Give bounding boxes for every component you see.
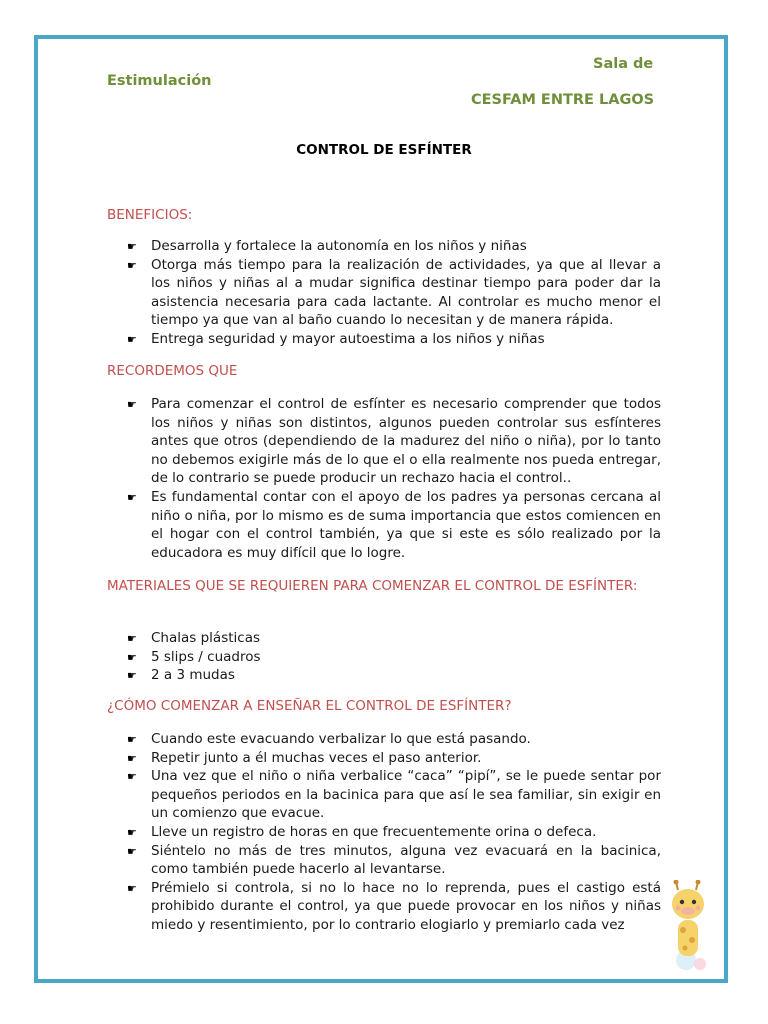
list-item: ☛ Es fundamental contar con el apoyo de los padres ya personas cercana al niño o niña, por lo mismo es de suma importancia que estos comiencen en el hogar con el control también, ya que si este es sólo realizado por la educadora es muy difícil que lo logre. xyxy=(127,488,661,561)
list-item: ☛ Otorga más tiempo para la realización de actividades, ya que al llevar a los niños y niñas al a mudar significa destinar tiempo para poder dar la asistencia necesaria para cada lactante. Al controlar es mucho menor el tiempo ya que van al baño cuando lo necesitan y de manera rápida. xyxy=(127,256,661,329)
list-item: ☛ Desarrolla y fortalece la autonomía en los niños y niñas xyxy=(107,237,661,256)
section-heading-beneficios: BENEFICIOS: xyxy=(107,207,193,223)
section-heading-recordemos: RECORDEMOS QUE xyxy=(107,363,238,379)
pointing-hand-icon: ☛ xyxy=(127,650,137,664)
list-item: ☛ Siéntelo no más de tres minutos, alguna vez evacuará en la bacinica, como también puede hacerlo al levantarse. xyxy=(127,842,661,878)
header-sala: Sala de xyxy=(593,56,654,72)
pointing-hand-icon: ☛ xyxy=(127,751,137,765)
pointing-hand-icon: ☛ xyxy=(127,825,137,839)
page-title: CONTROL DE ESFÍNTER xyxy=(296,142,472,158)
list-item: ☛ Prémielo si controla, si no lo hace no lo reprenda, pues el castigo está prohibido durante el control, ya que puede provocar en los niños y niñas miedo y resentimiento, por lo contrario elogiarlo y premiarlo cada vez xyxy=(127,879,661,933)
como-list xyxy=(107,730,661,935)
list-item: ☛ Una vez que el niño o niña verbalice “caca” “pipí”, se le puede sentar por pequeños periodos en la bacinica para que así le sea familiar, sin exigir en un comienzo que evacue. xyxy=(127,768,661,822)
pointing-hand-icon: ☛ xyxy=(127,669,137,683)
list-item: ☛ Cuando este evacuando verbalizar lo que está pasando. xyxy=(107,730,661,749)
section-heading-como: ¿CÓMO COMENZAR A ENSEÑAR EL CONTROL DE ESFÍNTER? xyxy=(107,698,512,714)
list-item: ☛ Para comenzar el control de esfínter es necesario comprender que todos los niños y niñas son distintos, algunos pueden controlar sus esfínteres antes que otros (dependiendo de la madurez del niño o niña), por lo tanto no debemos exigirle más de lo que el o ella realmente nos pueda entregar, de lo contrario se puede producir un rechazo hacia el control.. xyxy=(127,396,661,487)
pointing-hand-icon: ☛ xyxy=(127,770,137,784)
list-item: ☛ Chalas plásticas xyxy=(107,629,661,648)
pointing-hand-icon: ☛ xyxy=(127,258,137,272)
materiales-list xyxy=(107,629,661,685)
recordemos-list xyxy=(107,395,661,562)
list-item: ☛ 2 a 3 mudas xyxy=(107,666,661,685)
header-cesfam: CESFAM ENTRE LAGOS xyxy=(471,92,655,108)
pointing-hand-icon: ☛ xyxy=(127,733,137,746)
pointing-hand-icon: ☛ xyxy=(127,398,137,411)
giraffe-illustration xyxy=(656,880,720,972)
list-item: ☛ 5 slips / cuadros xyxy=(107,648,661,667)
beneficios-list xyxy=(107,237,661,349)
list-item: ☛ Lleve un registro de horas en que frecuentemente orina o defeca. xyxy=(107,823,661,842)
pointing-hand-icon: ☛ xyxy=(127,240,137,253)
header-estimulacion: Estimulación xyxy=(107,73,212,89)
list-item: ☛ Entrega seguridad y mayor autoestima a los niños y niñas xyxy=(107,330,661,349)
pointing-hand-icon: ☛ xyxy=(127,632,137,645)
section-heading-materiales: MATERIALES QUE SE REQUIEREN PARA COMENZAR EL CONTROL DE ESFÍNTER: xyxy=(107,578,638,594)
list-item: ☛ Repetir junto a él muchas veces el paso anterior. xyxy=(107,749,661,768)
pointing-hand-icon: ☛ xyxy=(127,332,137,346)
pointing-hand-icon: ☛ xyxy=(127,844,137,858)
pointing-hand-icon: ☛ xyxy=(127,490,137,504)
pointing-hand-icon: ☛ xyxy=(127,881,137,895)
